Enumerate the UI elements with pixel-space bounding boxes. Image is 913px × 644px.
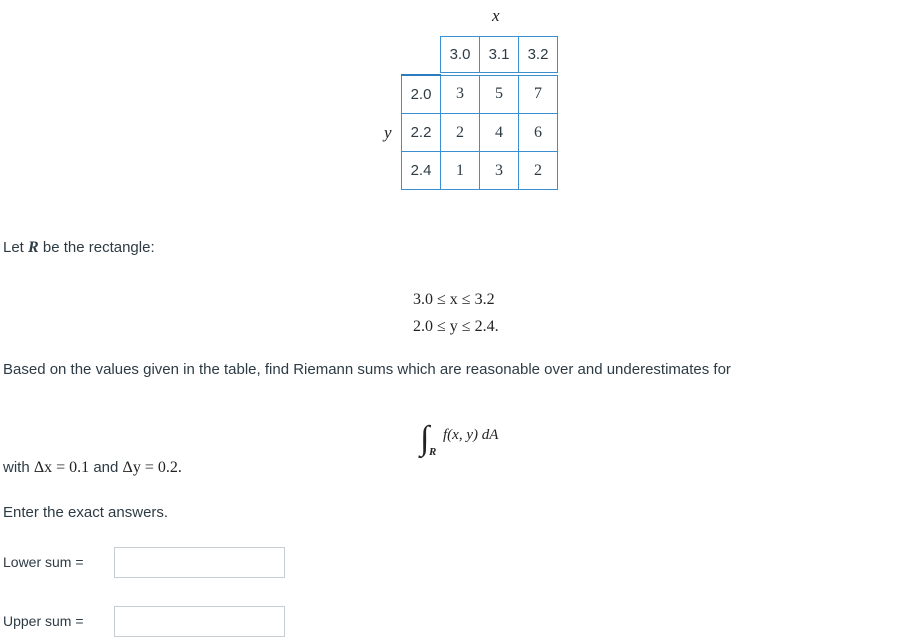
value-cell: 4 [480,114,519,152]
integral-subscript: R [429,446,437,458]
integral-sign: ∫ [420,420,430,457]
x-value-cell: 3.2 [519,37,558,73]
rectangle-intro [3,239,155,257]
y-inequality: 2.0 ≤ y ≤ 2.4. [413,318,499,335]
integrand: f(x, y) dA [443,427,499,443]
with-prefix: with [3,459,34,476]
intro-suffix: be the rectangle: [38,239,155,256]
y-value-cell: 2.2 [402,114,441,152]
y-value-cell: 2.4 [402,152,441,190]
table-row [402,152,558,190]
lower-sum-label: Lower sum = [3,554,84,570]
intro-prefix: Let [3,239,29,256]
step-sizes [3,459,182,477]
value-cell: 7 [519,75,558,114]
exact-answers-note: Enter the exact answers. [3,504,169,521]
value-cell: 3 [480,152,519,190]
x-value-cell: 3.0 [441,37,480,73]
lower-sum-input[interactable] [114,547,285,578]
region-variable: R [28,239,39,256]
x-value-cell: 3.1 [480,37,519,73]
x-inequality: 3.0 ≤ x ≤ 3.2 [413,291,495,308]
upper-sum-label: Upper sum = [3,613,84,629]
y-value-cell: 2.0 [402,75,441,114]
delta-y: Δy = 0.2. [122,459,182,476]
table-row [402,114,558,152]
value-cell: 2 [441,114,480,152]
value-cell: 5 [480,75,519,114]
value-cell: 3 [441,75,480,114]
x-values-header [440,36,558,73]
value-cell: 1 [441,152,480,190]
instruction-text: Based on the values given in the table, find Riemann sums which are reasonable over and underestimates for [3,361,731,378]
y-axis-label: y [384,123,392,142]
upper-sum-input[interactable] [114,606,285,637]
function-values-table [401,74,558,190]
table-row [402,75,558,114]
delta-x: Δx = 0.1 [33,459,90,476]
x-axis-label: x [492,6,500,25]
value-cell: 2 [519,152,558,190]
value-cell: 6 [519,114,558,152]
and-word: and [89,459,123,476]
